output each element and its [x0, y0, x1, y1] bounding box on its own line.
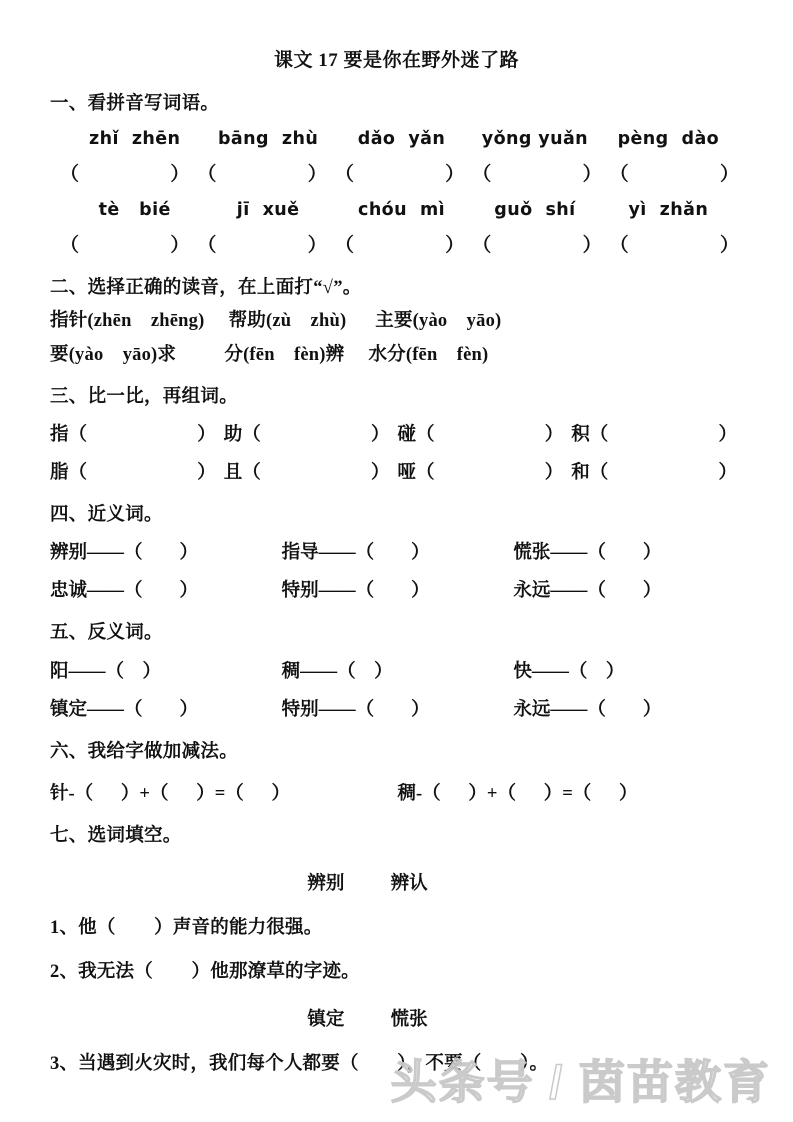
pronunciation-choice-line[interactable]: 要(yào yāo)求 分(fēn fèn)辨 水分(fēn fèn)	[50, 344, 489, 365]
compare-word-item[interactable]	[571, 420, 745, 446]
paren-open: （	[242, 463, 261, 484]
synonym-item[interactable]: 忠诚——（ ）	[50, 581, 199, 602]
answer-blank[interactable]	[331, 159, 468, 186]
pinyin-cell: chóu mì	[358, 200, 445, 221]
paren-open: （	[472, 235, 492, 257]
pinyin-cell: yì zhǎn	[628, 200, 709, 221]
paren-open: （	[60, 164, 80, 186]
section-heading-7: 七、选词填空。	[50, 825, 182, 846]
section-heading-4: 四、近义词。	[50, 505, 163, 526]
paren-close: ）	[544, 463, 564, 484]
char-math-item[interactable]: 稠-（ ）+（ ）=（ ）	[397, 783, 638, 804]
paren-open: （	[197, 164, 217, 186]
pinyin-cell: zhǐ zhēn	[89, 129, 181, 150]
compare-word-item[interactable]	[50, 420, 224, 446]
synonym-row	[50, 538, 745, 564]
char-math-row	[50, 779, 745, 805]
answer-blank[interactable]	[69, 458, 224, 484]
paren-close: ）	[307, 235, 327, 257]
compare-char: 脂	[50, 463, 69, 484]
paren-open: （	[472, 164, 492, 186]
compare-char: 积	[571, 425, 590, 446]
paren-open: （	[416, 463, 435, 484]
paren-open: （	[589, 425, 609, 446]
pinyin-row-1	[50, 129, 745, 149]
compare-word-item[interactable]	[224, 458, 398, 484]
answer-blank[interactable]	[331, 230, 468, 257]
word-bank-1: 辨别 辨认	[307, 874, 428, 895]
section-heading-6: 六、我给字做加减法。	[50, 741, 239, 762]
compare-word-item[interactable]	[50, 458, 224, 484]
answer-blank[interactable]	[416, 458, 571, 484]
section-heading-1: 一、看拼音写词语。	[50, 93, 220, 114]
paren-open: （	[68, 463, 88, 484]
paren-close: ）	[197, 425, 216, 446]
compare-char: 哑	[397, 463, 417, 484]
fill-blank-sentence-2[interactable]: 2、我无法（ ）他那潦草的字迹。	[50, 962, 360, 983]
compare-char: 助	[223, 425, 243, 446]
compare-word-row	[50, 458, 745, 484]
answer-blank[interactable]	[606, 159, 743, 186]
antonym-row	[50, 657, 745, 683]
answer-blank[interactable]	[606, 230, 743, 257]
paren-open: （	[197, 235, 217, 257]
section-heading-5: 五、反义词。	[50, 623, 163, 644]
paren-close: ）	[445, 164, 465, 186]
char-math-item[interactable]: 针-（ ）+（ ）=（ ）	[50, 783, 290, 804]
synonym-row	[50, 576, 745, 602]
antonym-item[interactable]: 阳——（ ）	[50, 661, 162, 682]
compare-char: 指	[50, 425, 69, 446]
paren-close: ）	[718, 425, 737, 446]
synonym-item[interactable]: 辨别——（ ）	[50, 543, 199, 564]
paren-close: ）	[582, 235, 602, 257]
paren-open: （	[242, 425, 261, 446]
answer-blank[interactable]	[56, 159, 193, 186]
answer-blank[interactable]	[590, 420, 745, 446]
synonym-item[interactable]: 永远——（ ）	[513, 581, 662, 602]
pinyin-cell: guǒ shí	[494, 200, 576, 221]
pinyin-cell: dǎo yǎn	[357, 129, 446, 150]
answer-blank[interactable]	[193, 159, 330, 186]
paren-close: ）	[170, 235, 190, 257]
pinyin-cell: tè bié	[98, 200, 171, 221]
fill-blank-sentence-3[interactable]: 3、当遇到火灾时，我们每个人都要（ ），不要（ ）。	[50, 1054, 549, 1075]
answer-blank[interactable]	[468, 230, 605, 257]
antonym-item[interactable]: 特别——（ ）	[281, 699, 430, 720]
compare-word-item[interactable]	[398, 420, 572, 446]
paren-open: （	[334, 164, 354, 186]
paren-open: （	[609, 164, 629, 186]
answer-blank[interactable]	[69, 420, 224, 446]
paren-open: （	[60, 235, 80, 257]
pinyin-cell: jī xuě	[236, 200, 300, 221]
word-bank-2: 镇定 慌张	[307, 1010, 428, 1031]
paren-open: （	[416, 425, 435, 446]
page-title: 课文 17 要是你在野外迷了路	[273, 50, 519, 71]
pinyin-cell: bāng zhù	[218, 129, 319, 150]
compare-word-item[interactable]	[398, 458, 572, 484]
antonym-item[interactable]: 镇定——（ ）	[50, 699, 199, 720]
antonym-item[interactable]: 稠——（ ）	[281, 661, 393, 682]
paren-close: ）	[370, 425, 390, 446]
answer-blank[interactable]	[193, 230, 330, 257]
answer-blank[interactable]	[242, 458, 397, 484]
paren-open: （	[68, 425, 88, 446]
paren-close: ）	[445, 235, 465, 257]
paren-close: ）	[720, 235, 740, 257]
paren-close: ）	[720, 164, 740, 186]
paren-close: ）	[718, 463, 737, 484]
fill-blank-sentence-1[interactable]: 1、他（ ）声音的能力很强。	[50, 918, 323, 939]
answer-blank[interactable]	[56, 230, 193, 257]
paren-close: ）	[370, 463, 390, 484]
synonym-item[interactable]: 指导——（ ）	[281, 543, 430, 564]
compare-char: 且	[223, 463, 243, 484]
pinyin-row-2	[50, 200, 745, 220]
section-heading-2: 二、选择正确的读音，在上面打“√”。	[50, 278, 362, 299]
paren-close: ）	[307, 164, 327, 186]
answer-blank-row-2	[50, 230, 745, 257]
paren-close: ）	[197, 463, 216, 484]
compare-char: 碰	[397, 425, 417, 446]
answer-blank[interactable]	[242, 420, 397, 446]
antonym-row	[50, 695, 745, 721]
paren-open: （	[609, 235, 629, 257]
pinyin-cell: yǒng yuǎn	[481, 129, 589, 150]
answer-blank-row-1	[50, 159, 745, 186]
paren-close: ）	[544, 425, 564, 446]
answer-blank[interactable]	[590, 458, 745, 484]
synonym-item[interactable]: 特别——（ ）	[281, 581, 430, 602]
paren-open: （	[334, 235, 354, 257]
pronunciation-choice-line[interactable]: 指针(zhēn zhēng) 帮助(zù zhù) 主要(yào yāo)	[50, 311, 502, 332]
paren-close: ）	[170, 164, 190, 186]
synonym-item[interactable]: 慌张——（ ）	[513, 543, 662, 564]
compare-word-item[interactable]	[224, 420, 398, 446]
watermark: 头条号 / 茵苗教育	[390, 1056, 771, 1108]
paren-open: （	[589, 463, 609, 484]
antonym-item[interactable]: 快——（ ）	[513, 661, 625, 682]
paren-close: ）	[582, 164, 602, 186]
compare-word-item[interactable]	[571, 458, 745, 484]
answer-blank[interactable]	[416, 420, 571, 446]
worksheet-body	[0, 94, 793, 1075]
section-heading-3: 三、比一比，再组词。	[50, 386, 239, 407]
answer-blank[interactable]	[468, 159, 605, 186]
compare-word-row	[50, 420, 745, 446]
antonym-item[interactable]: 永远——（ ）	[513, 699, 662, 720]
pinyin-cell: pèng dào	[617, 129, 720, 150]
compare-char: 和	[571, 463, 590, 484]
